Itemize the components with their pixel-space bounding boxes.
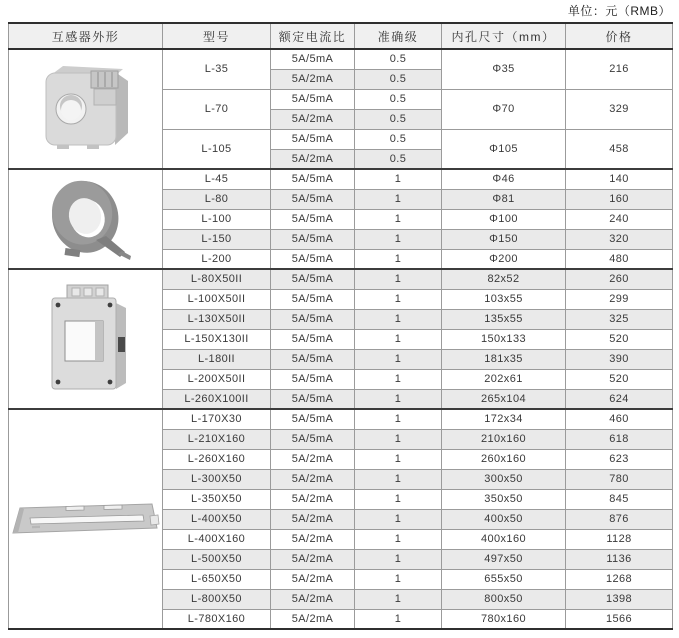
product-spec-table <box>8 22 673 630</box>
cell-hole-size: 497x50 <box>442 549 566 569</box>
cell-price: 780 <box>566 469 673 489</box>
cell-hole-size: 400x160 <box>442 529 566 549</box>
cell-model: L-130X50II <box>163 309 271 329</box>
cell-hole-size: Φ105 <box>442 129 566 169</box>
cell-hole-size: 400x50 <box>442 509 566 529</box>
cell-hole-size: Φ150 <box>442 229 566 249</box>
cell-price: 623 <box>566 449 673 469</box>
cell-accuracy-class: 1 <box>355 209 442 229</box>
cell-current-ratio: 5A/5mA <box>271 389 355 409</box>
cell-current-ratio: 5A/5mA <box>271 269 355 289</box>
cell-price: 260 <box>566 269 673 289</box>
cell-accuracy-class: 1 <box>355 289 442 309</box>
cell-price: 1398 <box>566 589 673 609</box>
cell-current-ratio: 5A/5mA <box>271 189 355 209</box>
cell-accuracy-class: 1 <box>355 409 442 429</box>
table-row <box>9 169 673 189</box>
cell-model: L-300X50 <box>163 469 271 489</box>
cell-price: 325 <box>566 309 673 329</box>
cell-accuracy-class: 1 <box>355 229 442 249</box>
cell-price: 240 <box>566 209 673 229</box>
cell-current-ratio: 5A/5mA <box>271 409 355 429</box>
cell-model: L-780X160 <box>163 609 271 629</box>
cell-hole-size: 265x104 <box>442 389 566 409</box>
cell-current-ratio: 5A/2mA <box>271 69 355 89</box>
cell-hole-size: Φ81 <box>442 189 566 209</box>
ring-ct-photo <box>38 170 134 268</box>
cell-accuracy-class: 1 <box>355 249 442 269</box>
cell-hole-size: 780x160 <box>442 609 566 629</box>
cell-accuracy-class: 0.5 <box>355 149 442 169</box>
cell-accuracy-class: 1 <box>355 509 442 529</box>
cell-model: L-650X50 <box>163 569 271 589</box>
column-header: 内孔尺寸（mm） <box>442 23 566 49</box>
cell-price: 618 <box>566 429 673 449</box>
cell-accuracy-class: 0.5 <box>355 49 442 69</box>
cell-price: 624 <box>566 389 673 409</box>
cell-current-ratio: 5A/5mA <box>271 349 355 369</box>
cell-model: L-150 <box>163 229 271 249</box>
cell-accuracy-class: 1 <box>355 329 442 349</box>
cell-model: L-500X50 <box>163 549 271 569</box>
cell-current-ratio: 5A/2mA <box>271 589 355 609</box>
cell-model: L-350X50 <box>163 489 271 509</box>
cell-price: 845 <box>566 489 673 509</box>
cell-model: L-80 <box>163 189 271 209</box>
cell-model: L-35 <box>163 49 271 89</box>
ring-ct-image-cell <box>9 169 163 269</box>
cell-current-ratio: 5A/2mA <box>271 549 355 569</box>
cell-hole-size: Φ46 <box>442 169 566 189</box>
cell-price: 160 <box>566 189 673 209</box>
column-header: 互感器外形 <box>9 23 163 49</box>
cell-current-ratio: 5A/5mA <box>271 369 355 389</box>
column-header: 型号 <box>163 23 271 49</box>
cell-price: 390 <box>566 349 673 369</box>
cell-hole-size: 135x55 <box>442 309 566 329</box>
cell-model: L-200 <box>163 249 271 269</box>
cell-model: L-400X50 <box>163 509 271 529</box>
cell-model: L-150X130II <box>163 329 271 349</box>
cell-model: L-100 <box>163 209 271 229</box>
cell-current-ratio: 5A/5mA <box>271 329 355 349</box>
cell-current-ratio: 5A/2mA <box>271 469 355 489</box>
cell-price: 1128 <box>566 529 673 549</box>
column-header: 准确级 <box>355 23 442 49</box>
cell-model: L-260X160 <box>163 449 271 469</box>
cell-accuracy-class: 1 <box>355 549 442 569</box>
cell-accuracy-class: 1 <box>355 529 442 549</box>
cell-current-ratio: 5A/2mA <box>271 569 355 589</box>
cell-accuracy-class: 1 <box>355 309 442 329</box>
busbar-ct-image-cell <box>9 409 163 629</box>
column-header: 额定电流比 <box>271 23 355 49</box>
cell-hole-size: 103x55 <box>442 289 566 309</box>
cell-hole-size: 150x133 <box>442 329 566 349</box>
cell-current-ratio: 5A/5mA <box>271 289 355 309</box>
cell-current-ratio: 5A/2mA <box>271 529 355 549</box>
cell-accuracy-class: 1 <box>355 349 442 369</box>
cell-current-ratio: 5A/5mA <box>271 89 355 109</box>
cell-model: L-210X160 <box>163 429 271 449</box>
cell-current-ratio: 5A/5mA <box>271 169 355 189</box>
cell-price: 1566 <box>566 609 673 629</box>
cell-current-ratio: 5A/2mA <box>271 109 355 129</box>
box-ct-photo <box>31 59 141 159</box>
cell-hole-size: Φ70 <box>442 89 566 129</box>
cell-price: 1136 <box>566 549 673 569</box>
cell-accuracy-class: 1 <box>355 189 442 209</box>
table-row <box>9 269 673 289</box>
cell-price: 480 <box>566 249 673 269</box>
cell-hole-size: Φ100 <box>442 209 566 229</box>
cell-current-ratio: 5A/5mA <box>271 129 355 149</box>
cell-hole-size: 172x34 <box>442 409 566 429</box>
cell-hole-size: 655x50 <box>442 569 566 589</box>
cell-accuracy-class: 1 <box>355 609 442 629</box>
square-ct-photo <box>38 281 133 397</box>
cell-price: 216 <box>566 49 673 89</box>
cell-current-ratio: 5A/2mA <box>271 149 355 169</box>
cell-model: L-170X30 <box>163 409 271 429</box>
cell-price: 1268 <box>566 569 673 589</box>
cell-accuracy-class: 1 <box>355 369 442 389</box>
column-header: 价格 <box>566 23 673 49</box>
busbar-ct-photo <box>10 496 162 542</box>
cell-hole-size: 202x61 <box>442 369 566 389</box>
cell-accuracy-class: 0.5 <box>355 129 442 149</box>
cell-current-ratio: 5A/2mA <box>271 609 355 629</box>
cell-current-ratio: 5A/5mA <box>271 429 355 449</box>
cell-model: L-800X50 <box>163 589 271 609</box>
cell-accuracy-class: 1 <box>355 169 442 189</box>
cell-price: 520 <box>566 329 673 349</box>
box-ct-image-cell <box>9 49 163 169</box>
square-ct-image-cell <box>9 269 163 409</box>
cell-accuracy-class: 1 <box>355 449 442 469</box>
table-header <box>9 23 673 49</box>
cell-model: L-105 <box>163 129 271 169</box>
unit-label: 单位：元（RMB） <box>567 4 671 18</box>
table-row <box>9 409 673 429</box>
cell-current-ratio: 5A/2mA <box>271 509 355 529</box>
cell-accuracy-class: 1 <box>355 489 442 509</box>
cell-accuracy-class: 1 <box>355 389 442 409</box>
cell-model: L-80X50II <box>163 269 271 289</box>
cell-price: 520 <box>566 369 673 389</box>
cell-price: 140 <box>566 169 673 189</box>
cell-model: L-45 <box>163 169 271 189</box>
cell-accuracy-class: 0.5 <box>355 69 442 89</box>
cell-price: 320 <box>566 229 673 249</box>
cell-hole-size: Φ35 <box>442 49 566 89</box>
cell-accuracy-class: 1 <box>355 429 442 449</box>
table-body <box>9 49 673 629</box>
cell-model: L-260X100II <box>163 389 271 409</box>
cell-accuracy-class: 0.5 <box>355 109 442 129</box>
cell-current-ratio: 5A/5mA <box>271 249 355 269</box>
cell-model: L-100X50II <box>163 289 271 309</box>
cell-accuracy-class: 1 <box>355 589 442 609</box>
cell-price: 458 <box>566 129 673 169</box>
table-row <box>9 49 673 69</box>
cell-hole-size: 350x50 <box>442 489 566 509</box>
cell-hole-size: 181x35 <box>442 349 566 369</box>
cell-model: L-400X160 <box>163 529 271 549</box>
cell-current-ratio: 5A/5mA <box>271 229 355 249</box>
cell-hole-size: 260x160 <box>442 449 566 469</box>
cell-current-ratio: 5A/5mA <box>271 309 355 329</box>
cell-hole-size: 82x52 <box>442 269 566 289</box>
cell-current-ratio: 5A/2mA <box>271 449 355 469</box>
cell-model: L-180II <box>163 349 271 369</box>
cell-model: L-200X50II <box>163 369 271 389</box>
cell-model: L-70 <box>163 89 271 129</box>
cell-accuracy-class: 1 <box>355 269 442 289</box>
cell-price: 460 <box>566 409 673 429</box>
cell-accuracy-class: 0.5 <box>355 89 442 109</box>
cell-current-ratio: 5A/5mA <box>271 49 355 69</box>
cell-current-ratio: 5A/2mA <box>271 489 355 509</box>
header-row <box>9 23 673 49</box>
cell-hole-size: Φ200 <box>442 249 566 269</box>
cell-price: 876 <box>566 509 673 529</box>
cell-hole-size: 800x50 <box>442 589 566 609</box>
cell-price: 329 <box>566 89 673 129</box>
cell-current-ratio: 5A/5mA <box>271 209 355 229</box>
cell-hole-size: 300x50 <box>442 469 566 489</box>
cell-accuracy-class: 1 <box>355 569 442 589</box>
cell-price: 299 <box>566 289 673 309</box>
cell-hole-size: 210x160 <box>442 429 566 449</box>
cell-accuracy-class: 1 <box>355 469 442 489</box>
